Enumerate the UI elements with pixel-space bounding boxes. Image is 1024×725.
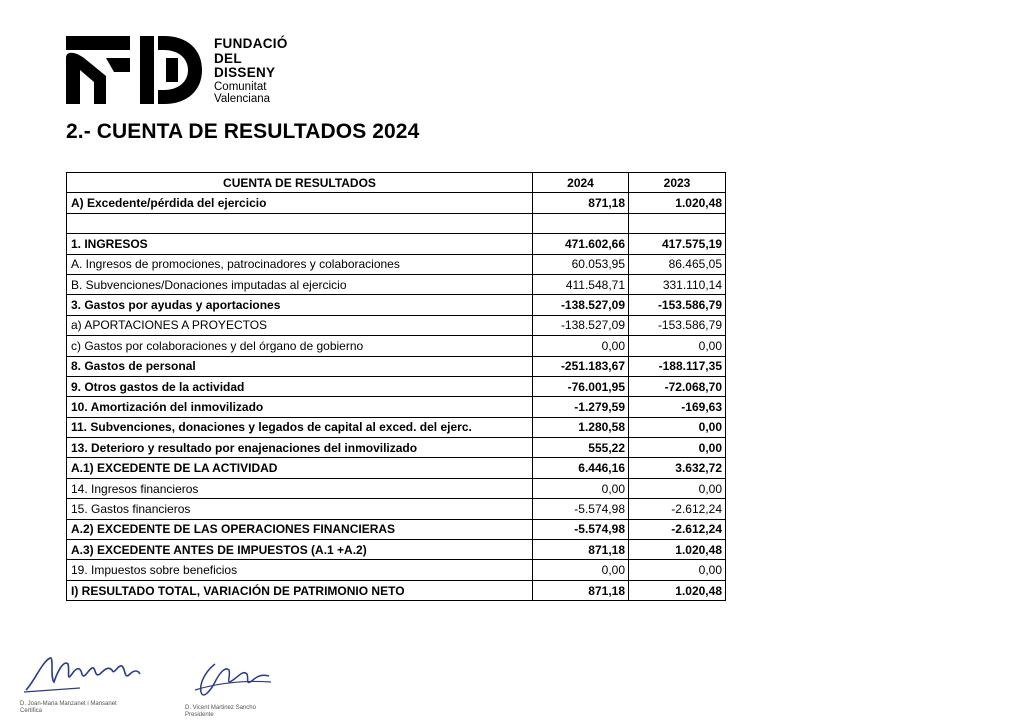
row-value-2023 [629,213,726,233]
table-row [67,356,726,376]
row-value-2024: -76.001,95 [533,376,629,396]
logo-wordmark [214,37,288,106]
row-value-2023: 3.632,72 [629,458,726,478]
table-row [67,519,726,539]
table-row [67,274,726,294]
signer-name-1: D. Joan-Maria Manzanet i Mansanet [20,701,117,707]
table-spacer-row [67,213,726,233]
handwritten-signature-2 [185,660,275,700]
row-value-2023: -169,63 [629,397,726,417]
row-value-2023: 417.575,19 [629,234,726,254]
row-label: A.2) EXCEDENTE DE LAS OPERACIONES FINANCIERAS [67,519,533,539]
row-value-2024: -5.574,98 [533,519,629,539]
row-value-2023: -2.612,24 [629,499,726,519]
row-value-2024: 0,00 [533,478,629,498]
table-row [67,234,726,254]
table-row [67,499,726,519]
row-value-2024: -5.574,98 [533,499,629,519]
signature-certifica [20,652,145,715]
row-label: I) RESULTADO TOTAL, VARIACIÓN DE PATRIMONIO NETO [67,580,533,600]
row-label: 14. Ingresos financieros [67,478,533,498]
row-value-2024: 871,18 [533,580,629,600]
fd-logo-mark-icon [66,36,202,104]
table-row [67,315,726,335]
row-value-2024: -251.183,67 [533,356,629,376]
signer-role-2: Presidente [185,712,214,718]
row-label: 1. INGRESOS [67,234,533,254]
row-value-2024: 6.446,16 [533,458,629,478]
row-label: 15. Gastos financieros [67,499,533,519]
row-label: 19. Impuestos sobre beneficios [67,560,533,580]
table-row [67,376,726,396]
row-label: A. Ingresos de promociones, patrocinadores y colaboraciones [67,254,533,274]
row-value-2023: -72.068,70 [629,376,726,396]
signer-name-2: D. Vicent Martinez Sancho [185,705,256,711]
row-label [67,213,533,233]
logo-name-line3: DISSENY [214,65,276,80]
row-value-2023: -2.612,24 [629,519,726,539]
row-value-2024: 471.602,66 [533,234,629,254]
table-header-row [67,173,726,193]
logo-sub-line1: Comunitat [214,80,267,93]
row-value-2023: -153.586,79 [629,315,726,335]
foundation-logo [66,36,288,104]
table-row [67,295,726,315]
row-value-2023: 0,00 [629,417,726,437]
header-2024: 2024 [533,173,629,193]
table-row [67,540,726,560]
header-2023: 2023 [629,173,726,193]
logo-sub-line2: Valenciana [214,93,271,105]
row-label: 13. Deterioro y resultado por enajenaciones del inmovilizado [67,438,533,458]
table-row [67,397,726,417]
table-row [67,336,726,356]
row-value-2023: -153.586,79 [629,295,726,315]
row-value-2024: 60.053,95 [533,254,629,274]
signature-presidente [185,660,275,719]
table-row [67,417,726,437]
table-row [67,254,726,274]
row-value-2023: 1.020,48 [629,193,726,213]
table-row [67,478,726,498]
table-row [67,580,726,600]
row-value-2023: 0,00 [629,336,726,356]
row-label: B. Subvenciones/Donaciones imputadas al ejercicio [67,274,533,294]
row-value-2023: 0,00 [629,560,726,580]
row-value-2023: 0,00 [629,478,726,498]
row-label: 10. Amortización del inmovilizado [67,397,533,417]
table-row [67,438,726,458]
row-label: 8. Gastos de personal [67,356,533,376]
row-label: 9. Otros gastos de la actividad [67,376,533,396]
row-label: 3. Gastos por ayudas y aportaciones [67,295,533,315]
row-value-2024: 555,22 [533,438,629,458]
row-label: a) APORTACIONES A PROYECTOS [67,315,533,335]
header-concept: CUENTA DE RESULTADOS [67,173,533,193]
page-title: 2.- CUENTA DE RESULTADOS 2024 [66,120,420,143]
results-table [66,172,726,601]
table-row [67,458,726,478]
handwritten-signature-1 [20,652,145,696]
row-value-2023: 331.110,14 [629,274,726,294]
row-value-2023: 1.020,48 [629,540,726,560]
row-value-2024: 0,00 [533,560,629,580]
row-value-2024: 871,18 [533,540,629,560]
row-label: 11. Subvenciones, donaciones y legados de capital al exced. del ejerc. [67,417,533,437]
row-value-2024: -138.527,09 [533,315,629,335]
row-value-2023: -188.117,35 [629,356,726,376]
table-row [67,560,726,580]
table-row [67,193,726,213]
row-label: c) Gastos por colaboraciones y del órgano de gobierno [67,336,533,356]
row-value-2024: 871,18 [533,193,629,213]
logo-name-line1: FUNDACIÓ [214,36,288,51]
row-value-2024: -1.279,59 [533,397,629,417]
row-value-2024: 0,00 [533,336,629,356]
row-value-2023: 0,00 [629,438,726,458]
row-value-2024: 1.280,58 [533,417,629,437]
logo-name-line2: DEL [214,50,242,66]
row-label: A.3) EXCEDENTE ANTES DE IMPUESTOS (A.1 +A.2) [67,540,533,560]
row-value-2024: -138.527,09 [533,295,629,315]
row-value-2023: 86.465,05 [629,254,726,274]
signer-role-1: Certifica [20,708,43,714]
row-label: A.1) EXCEDENTE DE LA ACTIVIDAD [67,458,533,478]
row-value-2023: 1.020,48 [629,580,726,600]
row-label: A) Excedente/pérdida del ejercicio [67,193,533,213]
row-value-2024: 411.548,71 [533,274,629,294]
row-value-2024 [533,213,629,233]
